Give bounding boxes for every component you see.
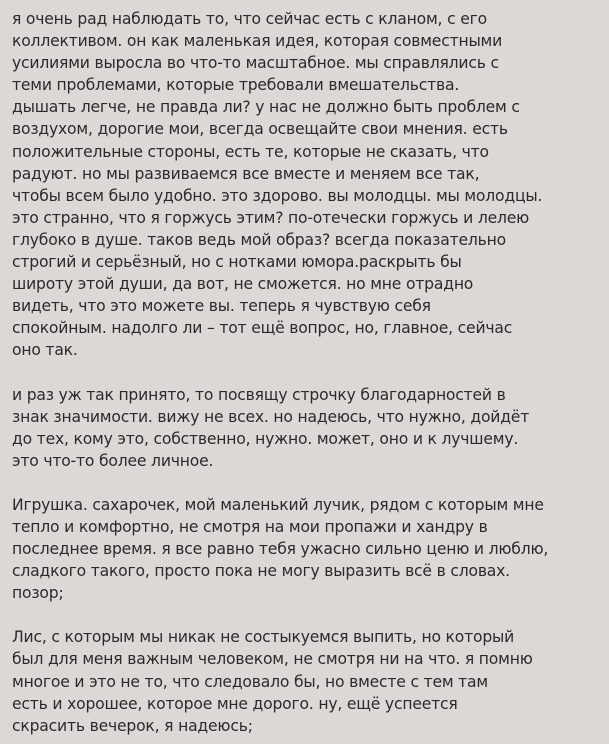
text-line: это странно, что я горжусь этим? по-отечески горжусь и лелею	[12, 208, 530, 227]
text-line: тепло и комфортно, не смотря на мои пропажи и хандру в	[12, 517, 488, 536]
text-line: коллективом. он как маленькая идея, которая совместными	[12, 32, 503, 51]
text-line: положительные стороны, есть те, которые не сказать, что	[12, 142, 489, 161]
text-line: многое и это не то, что следовало бы, но вместе с тем там	[12, 672, 488, 691]
text-line: сладкого такого, просто пока не могу выразить всё в словах.	[12, 562, 510, 581]
paragraph	[12, 626, 609, 736]
text-line: последнее время. я все равно тебя ужасно сильно ценю и люблю,	[12, 540, 549, 559]
text-line: Лис, с которым мы никак не состыкуемся выпить, но который	[12, 628, 515, 647]
text-line: до тех, кому это, собственно, нужно. может, оно и к лучшему.	[12, 429, 519, 448]
text-line: глубоко в душе. таков ведь мой образ? всегда показательно	[12, 230, 506, 249]
text-line: я очень рад наблюдать то, что сейчас есть с кланом, с его	[12, 10, 487, 28]
paragraph	[12, 8, 609, 362]
text-line: широту этой души, да вот, не сможется. но мне отрадно	[12, 275, 474, 294]
text-line: позор;	[12, 584, 64, 603]
text-line: воздухом, дорогие мои, всегда освещайте свои мнения. есть	[12, 120, 508, 139]
text-line: чтобы всем было удобно. это здорово. вы молодцы. мы молодцы.	[12, 186, 543, 205]
text-line: есть и хорошее, которое мне дорого. ну, ещё успеется	[12, 694, 458, 713]
text-line: дышать легче, не правда ли? у нас не должно быть проблем с	[12, 98, 520, 117]
text-line: знак значимости. вижу не всех. но надеюсь, что нужно, дойдёт	[12, 407, 530, 426]
text-line: это что-то более личное.	[12, 451, 214, 470]
text-line: Игрушка. сахарочек, мой маленький лучик, рядом с которым мне	[12, 495, 544, 514]
text-line: спокойным. надолго ли – тот ещё вопрос, но, главное, сейчас	[12, 319, 513, 338]
text-line: оно так.	[12, 341, 78, 360]
text-line: строгий и серьёзный, но с нотками юмора.раскрыть бы	[12, 253, 462, 272]
text-line: был для меня важным человеком, не смотря ни на что. я помню	[12, 650, 533, 669]
text-line: и раз уж так принято, то посвящу строчку благодарностей в	[12, 385, 506, 404]
paragraph	[12, 494, 609, 604]
text-line: теми проблемами, которые требовали вмешательства.	[12, 76, 460, 95]
text-line: скрасить вечерок, я надеюсь;	[12, 716, 253, 735]
paragraph	[12, 384, 609, 472]
text-line: радуют. но мы развиваемся все вместе и меняем все так,	[12, 164, 480, 183]
text-line: видеть, что это можете вы. теперь я чувствую себя	[12, 297, 431, 316]
text-line: усилиями выросла во что-то масштабное. мы справлялись с	[12, 54, 499, 73]
